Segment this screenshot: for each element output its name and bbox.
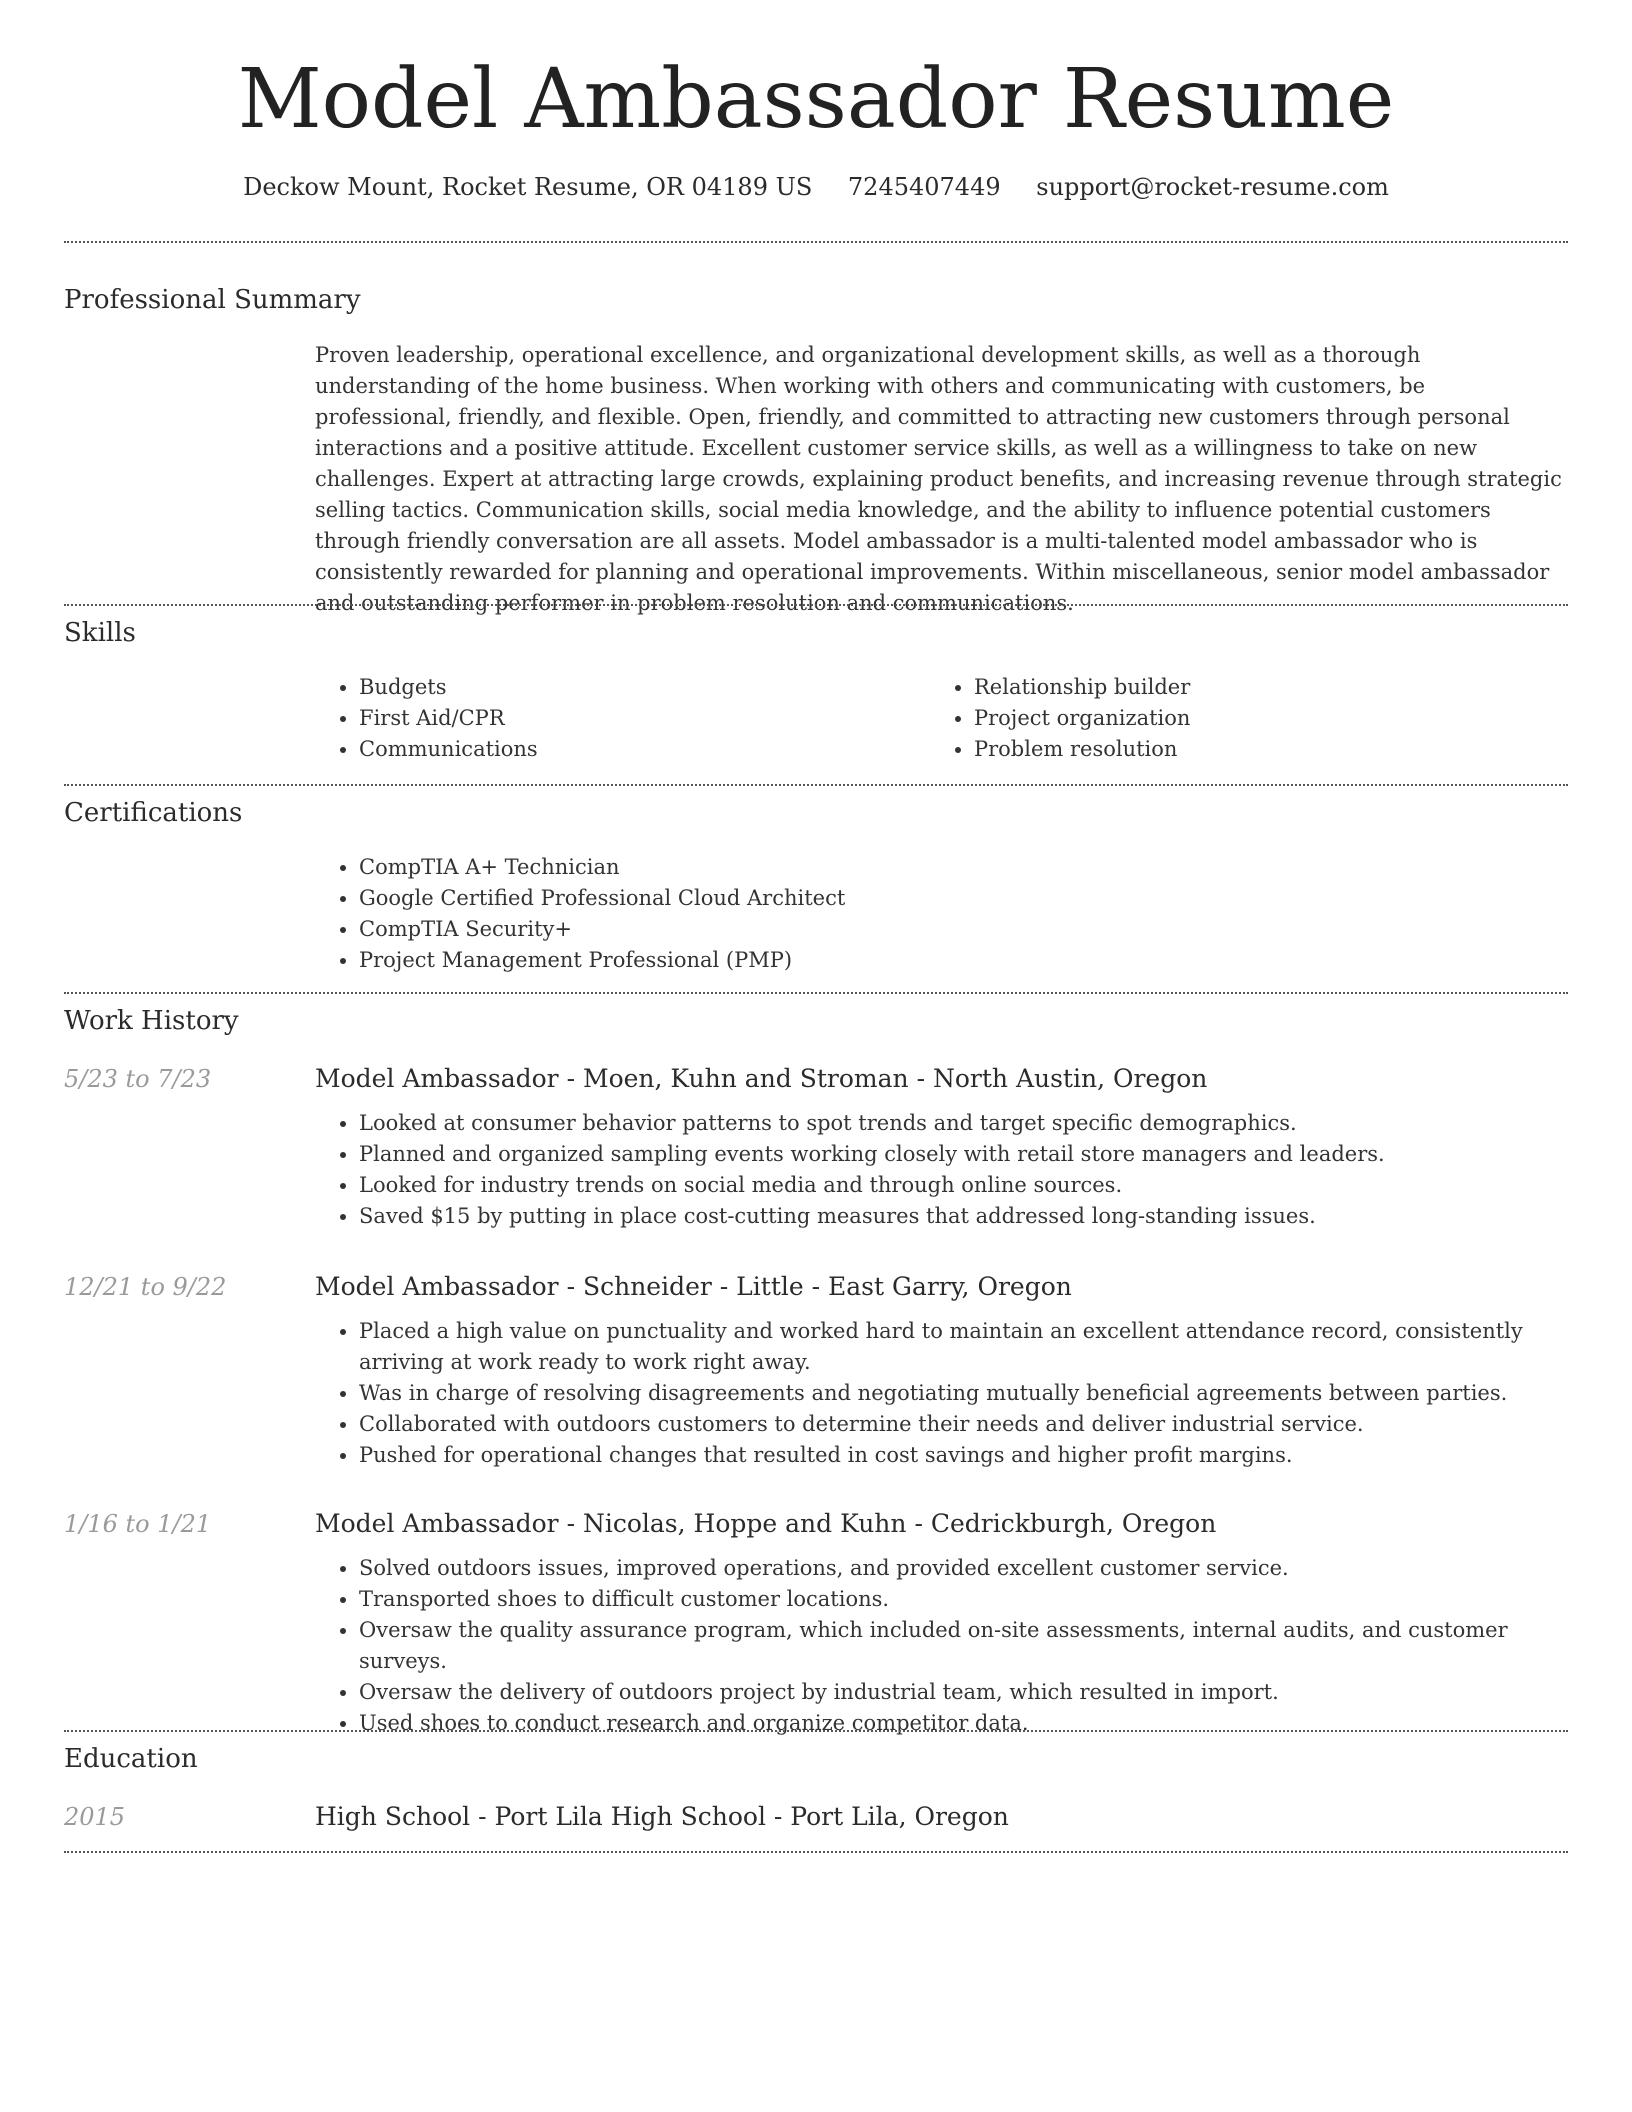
certifications-list	[315, 852, 1568, 976]
divider	[64, 241, 1568, 243]
job-entry	[315, 1507, 1568, 1739]
job-title: Model Ambassador - Schneider - Little - East Garry, Oregon	[315, 1272, 1072, 1301]
list-item: • Transported shoes to difficult customer locations.	[359, 1584, 1568, 1615]
list-item: • Budgets	[359, 672, 915, 703]
skills-heading: Skills	[64, 618, 136, 648]
divider	[64, 784, 1568, 786]
summary-heading: Professional Summary	[64, 285, 361, 315]
contact-phone: 7245407449	[847, 173, 1001, 201]
education-title: High School - Port Lila High School - Port Lila, Oregon	[315, 1802, 1009, 1831]
job-title: Model Ambassador - Nicolas, Hoppe and Kuhn - Cedrickburgh, Oregon	[315, 1509, 1217, 1538]
skills-column-right	[930, 672, 1530, 765]
contact-email: support@rocket-resume.com	[1036, 173, 1389, 201]
job-dates: 12/21 to 9/22	[64, 1273, 227, 1301]
list-item: • Solved outdoors issues, improved operations, and provided excellent customer service.	[359, 1553, 1568, 1584]
divider	[64, 604, 1568, 606]
list-item: • Saved $15 by putting in place cost-cutting measures that addressed long-standing issues.	[359, 1201, 1568, 1232]
job-dates: 1/16 to 1/21	[64, 1510, 212, 1538]
list-item: • Problem resolution	[974, 734, 1530, 765]
skills-list-right	[930, 672, 1530, 765]
education-year: 2015	[64, 1803, 126, 1831]
list-item: • Communications	[359, 734, 915, 765]
certifications-heading: Certifications	[64, 798, 243, 828]
job-bullets	[315, 1108, 1568, 1232]
list-item: • Relationship builder	[974, 672, 1530, 703]
list-item: • Looked at consumer behavior patterns to spot trends and target specific demographics.	[359, 1108, 1568, 1139]
list-item: • Google Certified Professional Cloud Architect	[359, 883, 1568, 914]
divider	[64, 1730, 1568, 1732]
list-item: • Oversaw the quality assurance program, which included on-site assessments, internal audits, and customer surveys.	[359, 1615, 1568, 1677]
list-item: • Used shoes to conduct research and organize competitor data.	[359, 1708, 1568, 1739]
divider	[64, 1851, 1568, 1853]
list-item: • CompTIA Security+	[359, 914, 1568, 945]
list-item: • Pushed for operational changes that resulted in cost savings and higher profit margins.	[359, 1440, 1568, 1471]
list-item: • First Aid/CPR	[359, 703, 915, 734]
list-item: • Project organization	[974, 703, 1530, 734]
skills-section	[315, 672, 1568, 772]
list-item: • Collaborated with outdoors customers to determine their needs and deliver industrial service.	[359, 1409, 1568, 1440]
job-dates: 5/23 to 7/23	[64, 1065, 212, 1093]
list-item: • Was in charge of resolving disagreements and negotiating mutually beneficial agreements between parties.	[359, 1378, 1568, 1409]
work-history-heading: Work History	[64, 1006, 239, 1036]
resume-title: Model Ambassador Resume	[237, 52, 1395, 147]
education-heading: Education	[64, 1744, 198, 1774]
job-bullets	[315, 1316, 1568, 1471]
list-item: • CompTIA A+ Technician	[359, 852, 1568, 883]
skills-list-left	[315, 672, 915, 765]
list-item: • Oversaw the delivery of outdoors project by industrial team, which resulted in import.	[359, 1677, 1568, 1708]
summary-section	[315, 340, 1568, 619]
job-title: Model Ambassador - Moen, Kuhn and Stroman - North Austin, Oregon	[315, 1064, 1208, 1093]
skills-column-left	[315, 672, 915, 765]
summary-text: Proven leadership, operational excellence, and organizational development skills, as well as a thorough understanding of the home business. When working with others and communicating with customers, be professional, friendly, and flexible. Open, friendly, and committed to attracting new customers through personal interactions and a positive attitude. Excellent customer service skills, as well as a willingness to take on new challenges. Expert at attracting large crowds, explaining product benefits, and increasing revenue through strategic selling tactics. Communication skills, social media knowledge, and the ability to influence potential customers through friendly conversation are all assets. Model ambassador is a multi-talented model ambassador who is consistently rewarded for planning and operational improvements. Within miscellaneous, senior model ambassador and outstanding performer in problem resolution and communications.	[315, 343, 1562, 615]
contact-address: Deckow Mount, Rocket Resume, OR 04189 US	[243, 173, 813, 201]
list-item: • Looked for industry trends on social media and through online sources.	[359, 1170, 1568, 1201]
divider	[64, 992, 1568, 994]
contact-line	[0, 170, 1632, 204]
job-entry	[315, 1062, 1568, 1232]
list-item: • Placed a high value on punctuality and worked hard to maintain an excellent attendance record, consistently arriving at work ready to work right away.	[359, 1316, 1568, 1378]
job-entry	[315, 1270, 1568, 1471]
job-bullets	[315, 1553, 1568, 1739]
list-item: • Planned and organized sampling events working closely with retail store managers and leaders.	[359, 1139, 1568, 1170]
list-item: • Project Management Professional (PMP)	[359, 945, 1568, 976]
education-entry	[315, 1800, 1568, 1846]
certifications-section	[315, 852, 1568, 976]
